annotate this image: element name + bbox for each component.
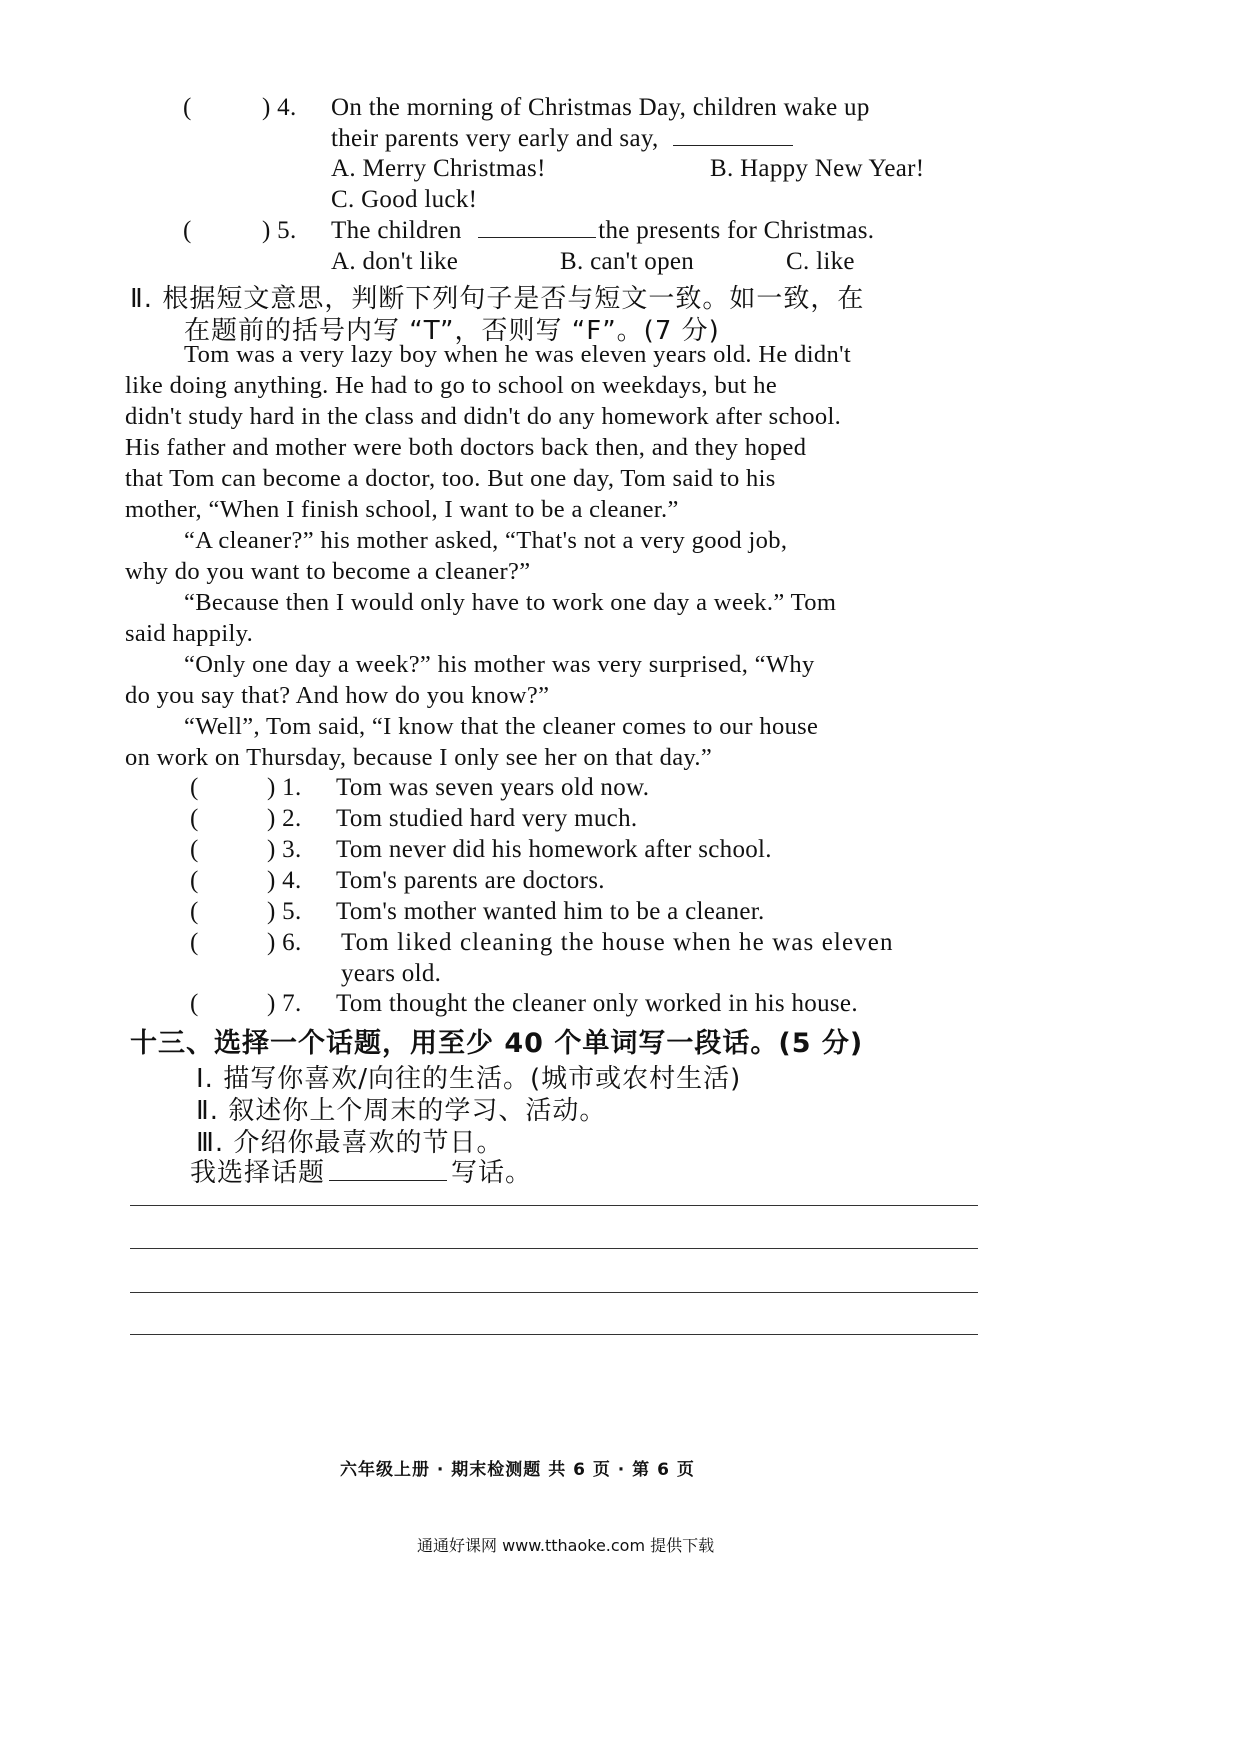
page-footer: 六年级上册 · 期末检测题 共 6 页 · 第 6 页 xyxy=(340,1460,695,1480)
topic-2: Ⅱ. 叙述你上个周末的学习、活动。 xyxy=(196,1096,607,1126)
passage-line: “Well”, Tom said, “I know that the cleaner comes to our house xyxy=(184,713,819,740)
tf-statement: Tom was seven years old now. xyxy=(336,774,650,801)
passage-line: “Only one day a week?” his mother was very surprised, “Why xyxy=(184,651,815,678)
q4-option-a: A. Merry Christmas! xyxy=(331,155,546,182)
tf-statement: Tom thought the cleaner only worked in his house. xyxy=(336,990,858,1017)
passage-line: on work on Thursday, because I only see her on that day.” xyxy=(125,744,713,771)
tf-number: ) 1. xyxy=(267,774,302,801)
passage-line: said happily. xyxy=(125,620,254,647)
tf-number: ) 5. xyxy=(267,898,302,925)
writing-line[interactable] xyxy=(130,1248,978,1249)
q5-answer-blank[interactable] xyxy=(478,237,596,238)
q5-open-paren: ( xyxy=(183,217,192,244)
tf-paren: ( xyxy=(190,805,199,832)
passage-line: Tom was a very lazy boy when he was eleven years old. He didn't xyxy=(184,341,851,368)
passage-line: didn't study hard in the class and didn't do any homework after school. xyxy=(125,403,842,430)
q5-number: ) 5. xyxy=(262,217,297,244)
tf-paren: ( xyxy=(190,929,199,956)
writing-line[interactable] xyxy=(130,1205,978,1206)
tf-paren: ( xyxy=(190,990,199,1017)
choose-topic-line xyxy=(190,1152,532,1189)
tf-paren: ( xyxy=(190,836,199,863)
q5-option-c: C. like xyxy=(786,248,855,275)
q5-stem xyxy=(331,217,874,245)
q4-line2-text: their parents very early and say, xyxy=(331,125,659,152)
tf-number: ) 4. xyxy=(267,867,302,894)
q4-open-paren: ( xyxy=(183,94,192,121)
topic-1: Ⅰ. 描写你喜欢/向往的生活。(城市或农村生活) xyxy=(196,1064,742,1094)
passage-line: that Tom can become a doctor, too. But one day, Tom said to his xyxy=(125,465,776,492)
source-credit: 通通好课网 www.tthaoke.com 提供下载 xyxy=(417,1536,715,1555)
writing-line[interactable] xyxy=(130,1334,978,1335)
section2-heading-line2: 在题前的括号内写 “T”，否则写 “F”。(7 分) xyxy=(184,316,720,346)
q4-answer-blank[interactable] xyxy=(673,145,793,146)
passage-line: do you say that? And how do you know?” xyxy=(125,682,550,709)
passage-line: “Because then I would only have to work one day a week.” Tom xyxy=(184,589,837,616)
q4-line1: On the morning of Christmas Day, children wake up xyxy=(331,94,870,121)
passage-line: mother, “When I finish school, I want to be a cleaner.” xyxy=(125,496,679,523)
tf-statement: Tom's parents are doctors. xyxy=(336,867,605,894)
choose-topic-post: 写话。 xyxy=(451,1158,533,1188)
writing-line[interactable] xyxy=(130,1292,978,1293)
tf-statement-continued: years old. xyxy=(341,960,442,987)
tf-statement: Tom liked cleaning the house when he was eleven xyxy=(341,929,894,956)
tf-paren: ( xyxy=(190,867,199,894)
q4-option-c: C. Good luck! xyxy=(331,186,478,213)
passage-line: like doing anything. He had to go to school on weekdays, but he xyxy=(125,372,778,399)
tf-statement: Tom studied hard very much. xyxy=(336,805,638,832)
section13-heading: 十三、选择一个话题，用至少 40 个单词写一段话。(5 分) xyxy=(130,1028,864,1059)
passage-line: why do you want to become a cleaner?” xyxy=(125,558,531,585)
passage-line: His father and mother were both doctors back then, and they hoped xyxy=(125,434,807,461)
q4-number: ) 4. xyxy=(262,94,297,121)
tf-paren: ( xyxy=(190,774,199,801)
q5-option-a: A. don't like xyxy=(331,248,459,275)
tf-paren: ( xyxy=(190,898,199,925)
tf-number: ) 7. xyxy=(267,990,302,1017)
q5-stem-pre: The children xyxy=(331,217,462,244)
q5-option-b: B. can't open xyxy=(560,248,695,275)
q4-option-b: B. Happy New Year! xyxy=(710,155,925,182)
section2-heading-line1: Ⅱ. 根据短文意思，判断下列句子是否与短文一致。如一致，在 xyxy=(130,284,865,314)
tf-number: ) 2. xyxy=(267,805,302,832)
q5-stem-post: the presents for Christmas. xyxy=(598,217,875,244)
choose-topic-pre: 我选择话题 xyxy=(190,1158,326,1188)
tf-statement: Tom never did his homework after school. xyxy=(336,836,772,863)
tf-number: ) 6. xyxy=(267,929,302,956)
tf-number: ) 3. xyxy=(267,836,302,863)
topic-choice-blank[interactable] xyxy=(329,1180,447,1181)
topic-3: Ⅲ. 介绍你最喜欢的节日。 xyxy=(196,1128,504,1158)
q4-line2 xyxy=(331,125,793,153)
passage-line: “A cleaner?” his mother asked, “That's not a very good job, xyxy=(184,527,788,554)
tf-statement: Tom's mother wanted him to be a cleaner. xyxy=(336,898,765,925)
